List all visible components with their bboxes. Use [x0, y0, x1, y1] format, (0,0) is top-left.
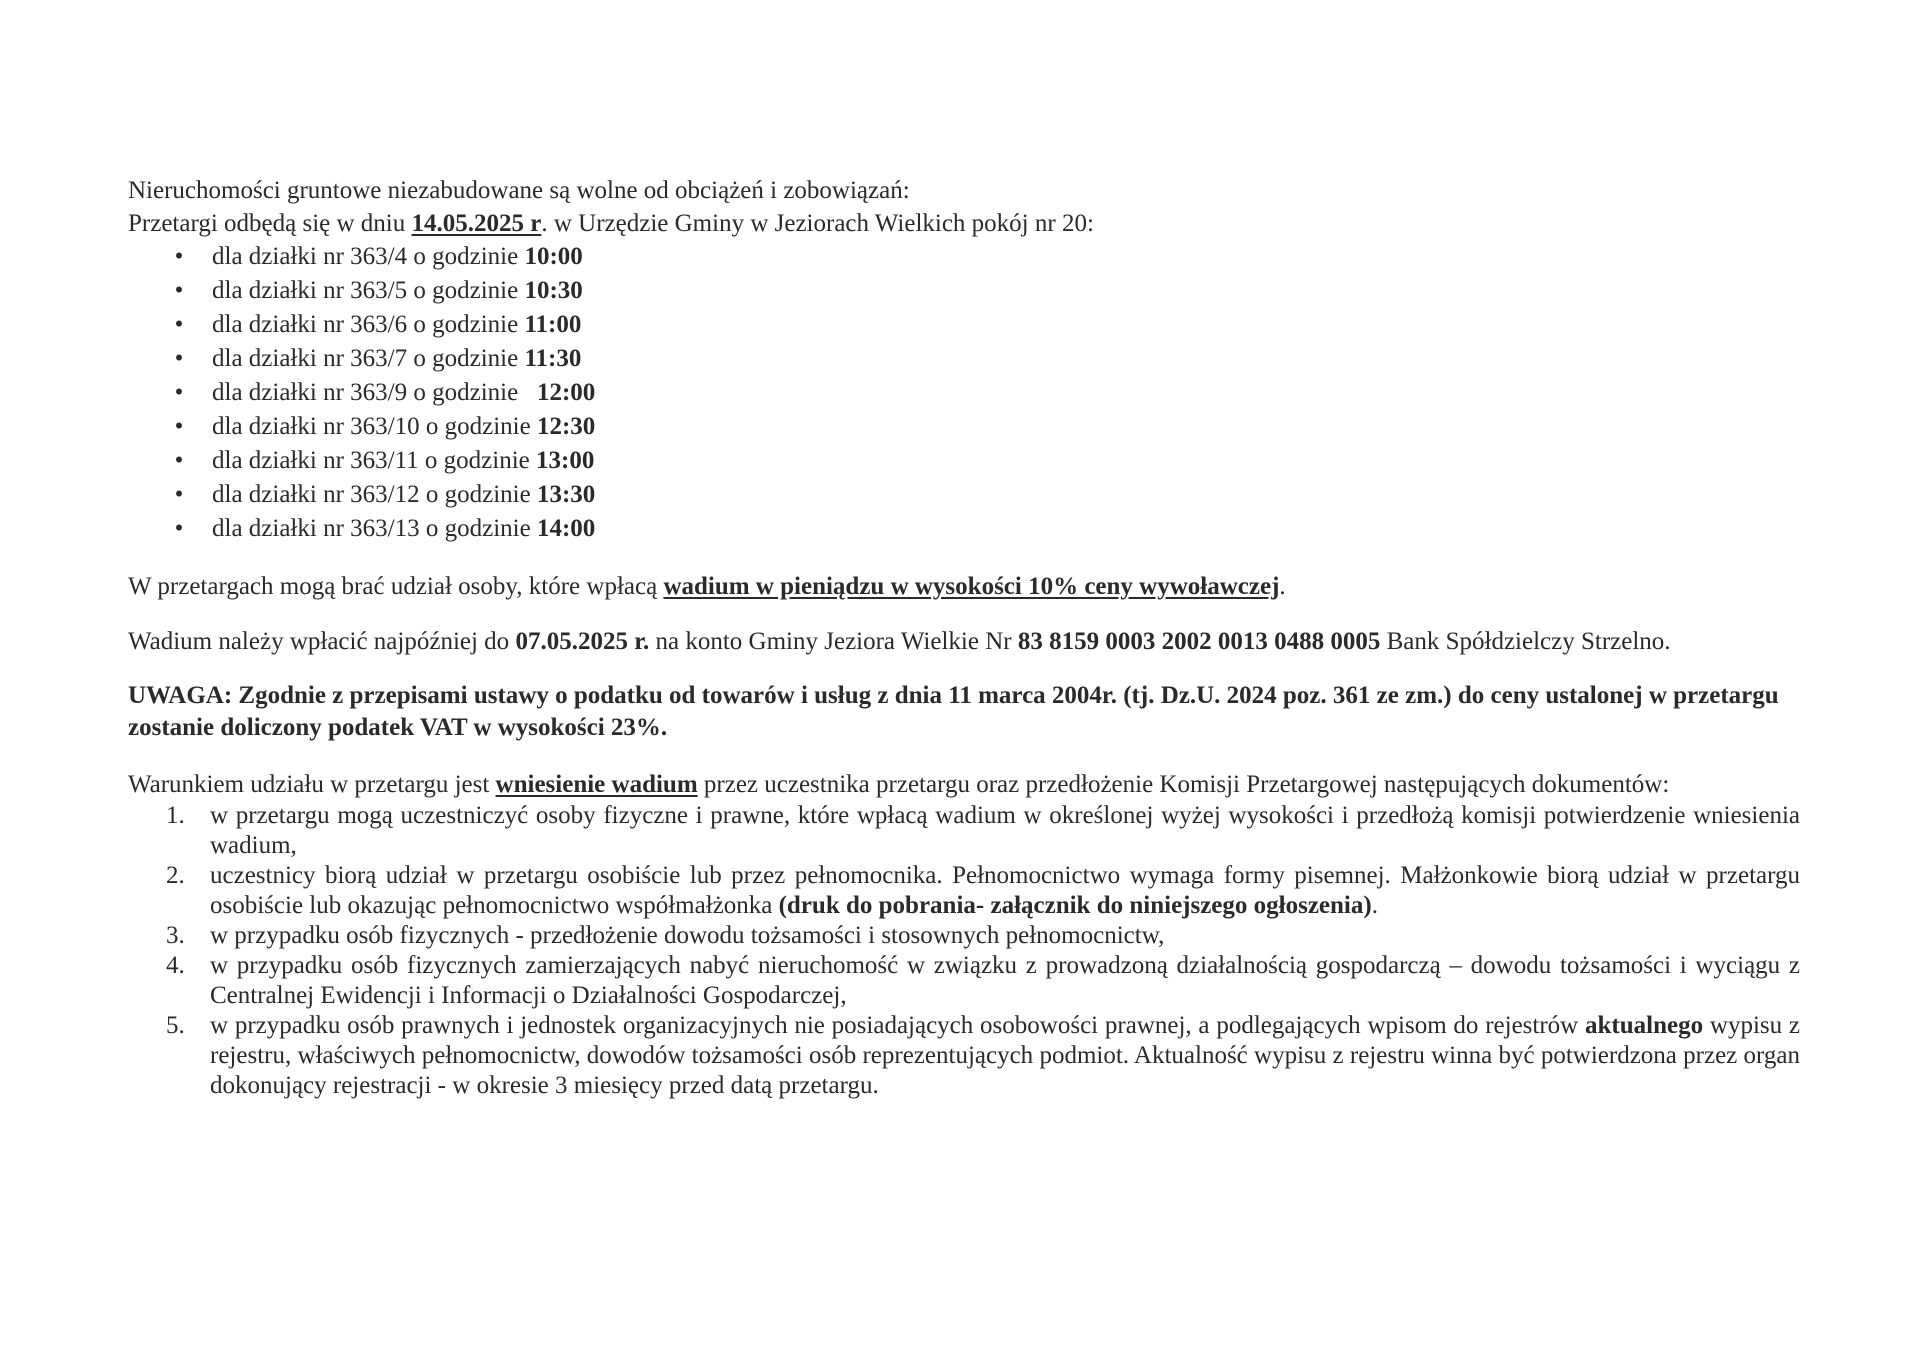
document-item-bold: aktualnego: [1585, 1012, 1704, 1039]
conditions-pre: Warunkiem udziału w przetargu jest: [128, 771, 496, 798]
schedule-item-text: dla działki nr 363/10 o godzinie: [212, 413, 537, 440]
conditions-paragraph: [128, 768, 1808, 801]
bullet-icon: •: [174, 379, 184, 406]
document-item-text: w przetargu mogą uczestniczyć osoby fizyczne i prawne, które wpłacą wadium w określonej wyżej wysokości i przedłożą komisji potwierdzenie wniesienia wadium,: [210, 802, 1800, 859]
payment-pre: Wadium należy wpłacić najpóźniej do: [128, 628, 516, 655]
schedule-item: [128, 444, 1808, 478]
document-item-post: .: [1371, 892, 1378, 919]
schedule-item-time: 13:00: [536, 447, 595, 474]
intro-line-1: Nieruchomości gruntowe niezabudowane są wolne od obciążeń i zobowiązań:: [128, 177, 910, 204]
schedule-item: [128, 410, 1808, 444]
document-item-number: 5.: [166, 1012, 185, 1039]
schedule-item: [128, 376, 1808, 410]
schedule-item-text: dla działki nr 363/13 o godzinie: [212, 515, 537, 542]
bullet-icon: •: [174, 481, 184, 508]
payment-deadline: 07.05.2025 r.: [515, 628, 650, 655]
document-item-text: w przypadku osób fizycznych - przedłożenie dowodu tożsamości i stosownych pełnomocnictw,: [210, 922, 1165, 949]
wadium-emphasis: wadium w pieniądzu w wysokości 10% ceny wywoławczej: [663, 573, 1280, 600]
bullet-icon: •: [174, 447, 184, 474]
wadium-paragraph: [128, 570, 1808, 603]
schedule-item-time: 11:30: [524, 345, 582, 372]
schedule-item-time: 11:00: [524, 311, 582, 338]
schedule-item-time: 13:30: [536, 481, 596, 508]
document-body: [128, 174, 1808, 1101]
schedule-item: [128, 274, 1808, 308]
schedule-item-text: dla działki nr 363/4 o godzinie: [212, 243, 525, 270]
intro-line-2: [128, 207, 1808, 240]
bullet-icon: •: [174, 277, 184, 304]
document-item-text: uczestnicy biorą udział w przetargu osobiście lub przez pełnomocnika. Pełnomocnictwo wymaga formy pisemnej. Małżonkowie biorą udział w przetargu osobiście lub okazując pełnomocnictwo współmałżonka: [210, 862, 1800, 919]
document-item-number: 3.: [166, 922, 185, 949]
schedule-item-text: dla działki nr 363/6 o godzinie: [212, 311, 525, 338]
schedule-item-text: dla działki nr 363/12 o godzinie: [212, 481, 537, 508]
schedule-item: [128, 478, 1808, 512]
auction-schedule-list: [128, 240, 1808, 546]
schedule-item-time: 12:30: [536, 413, 596, 440]
bullet-icon: •: [174, 311, 184, 338]
bullet-icon: •: [174, 413, 184, 440]
wadium-paragraph-pre: W przetargach mogą brać udział osoby, które wpłacą: [128, 573, 664, 600]
schedule-item: [128, 512, 1808, 546]
schedule-item: [128, 342, 1808, 376]
document-item-pre: w przypadku osób prawnych i jednostek organizacyjnych nie posiadających osobowości prawnej, a podlegających wpisom do rejestrów: [210, 1012, 1586, 1039]
intro-line-2-post: . w Urzędzie Gminy w Jeziorach Wielkich pokój nr 20:: [541, 210, 1094, 237]
conditions-post: przez uczestnika przetargu oraz przedłożenie Komisji Przetargowej następujących dokumentów:: [697, 771, 1670, 798]
payment-post: Bank Spółdzielczy Strzelno.: [1380, 628, 1671, 655]
schedule-item-time: 10:00: [524, 243, 583, 270]
intro-line-2-pre: Przetargi odbędą się w dniu: [128, 210, 412, 237]
payment-mid: na konto Gminy Jeziora Wielkie Nr: [649, 628, 1018, 655]
schedule-item-time: 10:30: [524, 277, 583, 304]
schedule-item-time: 12:00: [536, 379, 596, 406]
bullet-icon: •: [174, 345, 184, 372]
document-item-text: w przypadku osób fizycznych zamierzających nabyć nieruchomość w związku z prowadzoną działalnością gospodarczą – dowodu tożsamości i wyciągu z Centralnej Ewidencji i Informacji o Działalności Gospodarczej,: [210, 952, 1800, 1009]
schedule-item-text: dla działki nr 363/11 o godzinie: [212, 447, 536, 474]
document-item: [128, 1011, 1800, 1101]
bullet-icon: •: [174, 515, 184, 542]
document-item-text: wypisu z rejestru, właściwych pełnomocnictw, dowodów tożsamości osób reprezentujących podmiot. Aktualność wypisu z rejestru winna być potwierdzona przez organ dokonujący rejestracji - w okresie 3 miesięcy przed datą przetargu.: [210, 1012, 1800, 1099]
schedule-item-text: dla działki nr 363/5 o godzinie: [212, 277, 525, 304]
schedule-item-time: 14:00: [536, 515, 596, 542]
bullet-icon: •: [174, 243, 184, 270]
document-item: [128, 921, 1800, 951]
auction-date: 14.05.2025 r: [411, 210, 542, 237]
document-item-number: 1.: [166, 802, 185, 829]
conditions-emphasis: wniesienie wadium: [495, 771, 698, 798]
wadium-paragraph-post: .: [1279, 573, 1286, 600]
schedule-item-text: dla działki nr 363/9 o godzinie: [212, 379, 537, 406]
schedule-item-text: dla działki nr 363/7 o godzinie: [212, 345, 525, 372]
document-item-number: 4.: [166, 952, 185, 979]
required-documents-list: [128, 801, 1800, 1101]
payment-paragraph: [128, 625, 1808, 658]
document-item-number: 2.: [166, 862, 185, 889]
document-item-attachment-note: (druk do pobrania- załącznik do niniejszego ogłoszenia): [778, 892, 1372, 919]
vat-warning: UWAGA: Zgodnie z przepisami ustawy o podatku od towarów i usług z dnia 11 marca 2004r. (tj. Dz.U. 2024 poz. 361 ze zm.) do ceny ustalonej w przetargu zostanie doliczony podatek VAT w wysokości 23%.: [128, 682, 1779, 741]
schedule-item: [128, 308, 1808, 342]
document-item: [128, 801, 1800, 861]
document-item: [128, 951, 1800, 1011]
document-item: [128, 861, 1800, 921]
bank-account-number: 83 8159 0003 2002 0013 0488 0005: [1017, 628, 1381, 655]
schedule-item: [128, 240, 1808, 274]
